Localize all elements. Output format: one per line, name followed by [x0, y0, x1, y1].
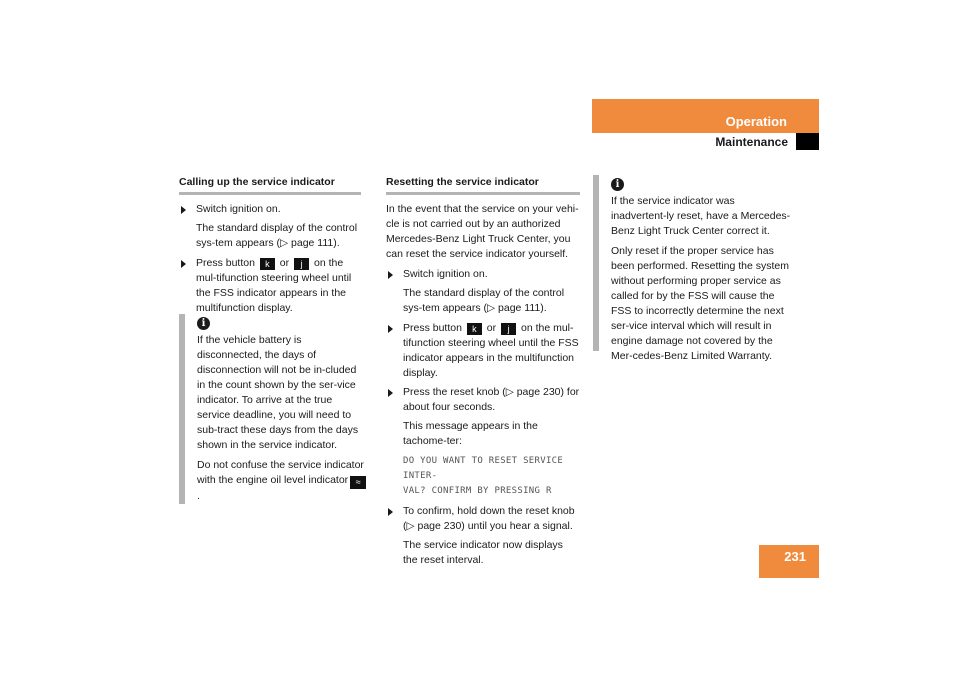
info-icon: i — [197, 317, 210, 330]
step-text: To confirm, hold down the reset knob (▷ page 230) until you hear a signal. — [403, 505, 575, 532]
tachometer-message — [386, 454, 580, 499]
step-text-post: on the mul-tifunction steering wheel until the FSS indicator appears in the multifunction display. — [403, 322, 579, 379]
info-icon: i — [611, 178, 624, 191]
step-switch-ignition — [179, 202, 361, 217]
bullet-arrow-icon — [388, 508, 393, 516]
step-text: Press the reset knob (▷ page 230) for about four seconds. — [403, 386, 580, 413]
info-text: If the vehicle battery is disconnected, the days of disconnection will not be in-cluded in the count shown by the ser-vice indicator. To arrive at the true service deadline, you will need to sub-tract these days from the days shown in the service indicator. — [197, 334, 359, 451]
step-press-reset — [386, 385, 580, 415]
info-text-oil-body: Do not confuse the service indicator with the engine oil level indicator — [197, 459, 364, 486]
step-text: Switch ignition on. — [403, 268, 488, 280]
step-press-button — [179, 256, 361, 316]
step-text-or: or — [486, 322, 497, 334]
step-result: This message appears in the tachome-ter: — [403, 420, 538, 447]
bullet-arrow-icon — [388, 271, 393, 279]
info-box-battery — [179, 314, 367, 504]
step-result: The standard display of the control sys-tem appears (▷ page 111). — [403, 287, 565, 314]
left-column — [179, 176, 361, 320]
step-text-pre: Press button — [403, 322, 462, 334]
button-down-icon: j — [294, 258, 309, 270]
info-text-oil — [197, 458, 367, 504]
section-title: Operation — [725, 114, 787, 129]
step-switch-ignition — [386, 267, 580, 282]
intro-text: In the event that the service on your vehi-cle is not carried out by an authorized Mercedes-Benz Light Truck Center, you can reset the service indicator yourself. — [386, 203, 579, 260]
step-press-button — [386, 321, 580, 381]
section-header-bar — [592, 99, 819, 133]
header-marker — [796, 133, 819, 150]
step-text-post: on the mul-tifunction steering wheel until the FSS indicator appears in the multifunction display. — [196, 257, 352, 314]
step-text-or: or — [279, 257, 290, 269]
bullet-arrow-icon — [388, 325, 393, 333]
message-line-2: VAL? CONFIRM BY PRESSING R — [403, 486, 552, 496]
middle-column — [386, 176, 580, 573]
step-result: The standard display of the control sys-tem appears (▷ page 111). — [196, 222, 358, 249]
page-number: 231 — [784, 549, 806, 564]
bullet-arrow-icon — [388, 389, 393, 397]
bullet-arrow-icon — [181, 260, 186, 268]
oil-level-icon: ≈ — [350, 476, 366, 489]
bullet-arrow-icon — [181, 206, 186, 214]
subsection-title: Maintenance — [715, 135, 788, 149]
step-text-pre: Press button — [196, 257, 255, 269]
heading-calling-up: Calling up the service indicator — [179, 176, 361, 195]
step-result: The service indicator now displays the reset interval. — [403, 539, 563, 566]
info-text: If the service indicator was inadvertent-ly reset, have a Mercedes-Benz Light Truck Center correct it. — [611, 195, 791, 237]
step-confirm — [386, 504, 580, 534]
info-text: Only reset if the proper service has been performed. Resetting the system without performing proper service as called for by the FSS will cause the FSS to incorrectly determine the next ser-vice interval which will result in engine damage not covered by the Mer-cedes-Benz Limited Warranty. — [611, 245, 790, 362]
button-down-icon: j — [501, 323, 516, 335]
heading-resetting: Resetting the service indicator — [386, 176, 580, 195]
info-text-oil-end: . — [197, 490, 200, 502]
step-text: Switch ignition on. — [196, 203, 281, 215]
info-box-reset-warning — [593, 175, 793, 362]
button-up-icon: k — [467, 323, 482, 335]
page-number-box — [759, 545, 819, 578]
button-up-icon: k — [260, 258, 275, 270]
message-line-1: DO YOU WANT TO RESET SERVICE INTER- — [403, 456, 564, 481]
